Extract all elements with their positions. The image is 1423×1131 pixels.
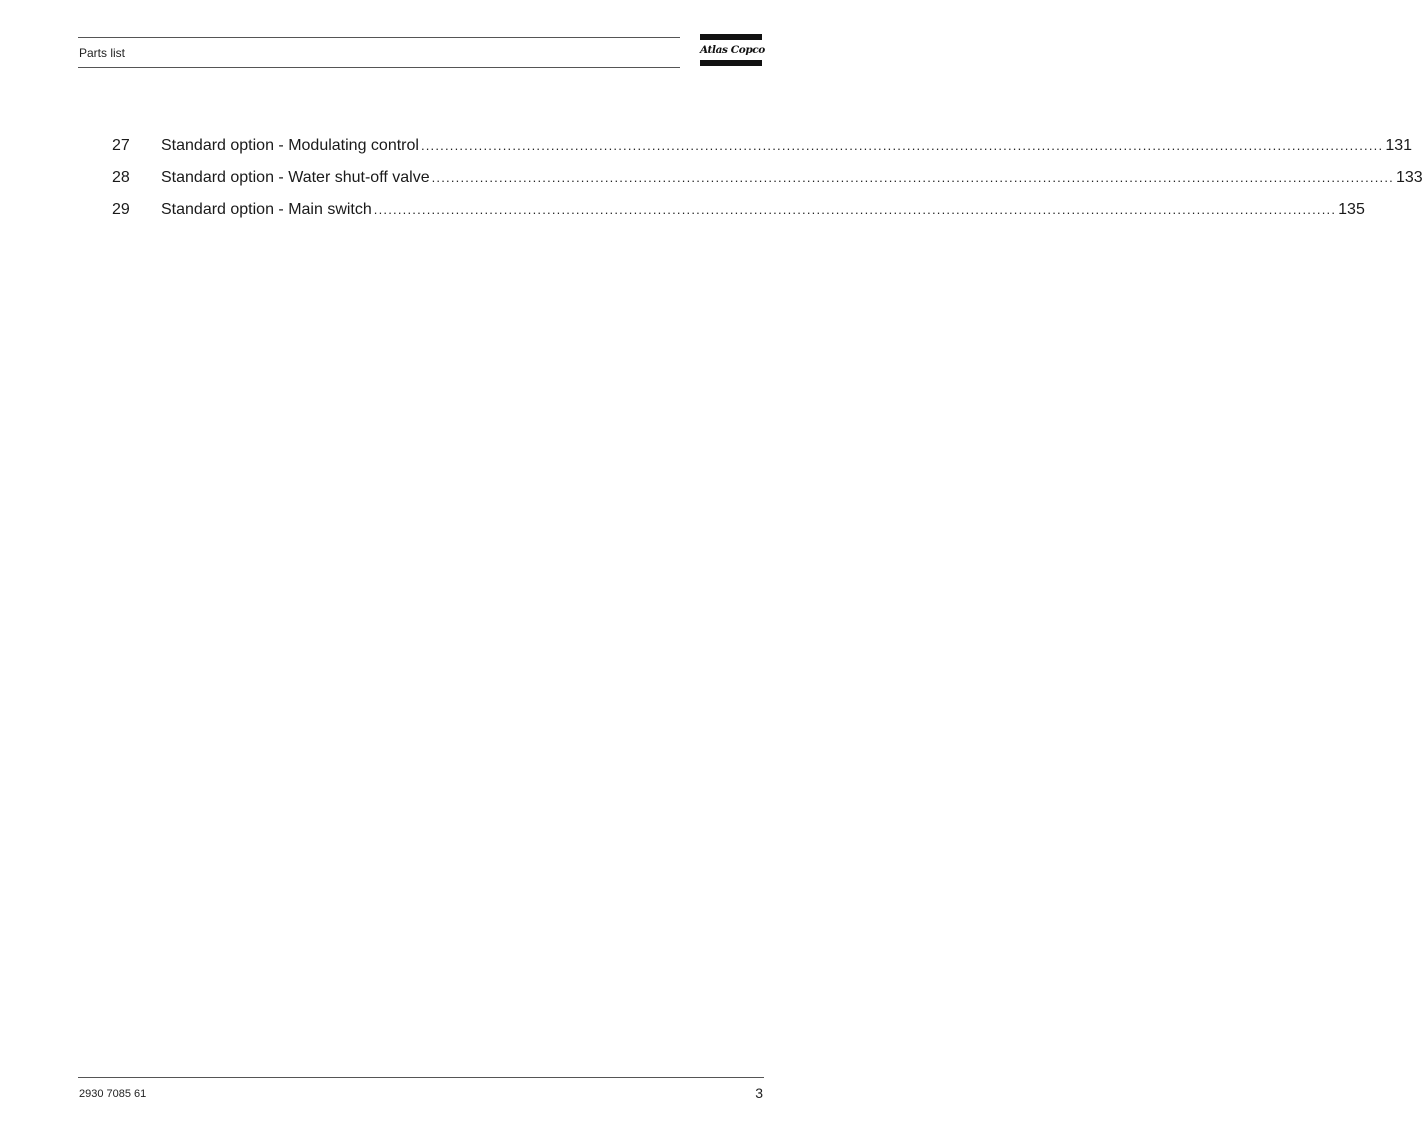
toc-dot-leader: ........................................................................................................................................................................................................ <box>431 170 1394 185</box>
table-of-contents <box>112 134 1423 230</box>
footer-page-number: 3 <box>755 1085 763 1101</box>
toc-entry-number: 29 <box>112 201 130 218</box>
footer-document-number: 2930 7085 61 <box>79 1088 147 1100</box>
toc-entry-title: Standard option - Main switch <box>161 201 372 218</box>
toc-entry-page: 135 <box>1338 201 1365 218</box>
footer-rule <box>78 1077 764 1078</box>
logo-wordmark: Atlas Copco <box>700 44 765 56</box>
header-bottom-rule <box>78 67 680 68</box>
logo-top-bar <box>700 34 762 40</box>
toc-entry-page: 133 <box>1395 169 1423 186</box>
toc-entry-title: Standard option - Water shut-off valve <box>161 169 430 186</box>
toc-entry-27[interactable] <box>112 134 1413 166</box>
toc-entry-28[interactable] <box>112 166 1423 198</box>
toc-dot-leader: ........................................................................................................................................................................................................ <box>373 202 1337 217</box>
toc-entry-number: 27 <box>112 137 130 154</box>
toc-entry-title: Standard option - Modulating control <box>161 137 419 154</box>
toc-entry-29[interactable] <box>112 198 1365 230</box>
toc-dot-leader: ........................................................................................................................................................................................................ <box>420 138 1384 153</box>
page-header-title: Parts list <box>79 46 126 60</box>
header-top-rule <box>78 37 680 38</box>
atlas-copco-logo <box>700 34 765 67</box>
logo-bottom-bar <box>700 60 762 66</box>
toc-entry-number: 28 <box>112 169 130 186</box>
toc-entry-page: 131 <box>1385 137 1413 154</box>
